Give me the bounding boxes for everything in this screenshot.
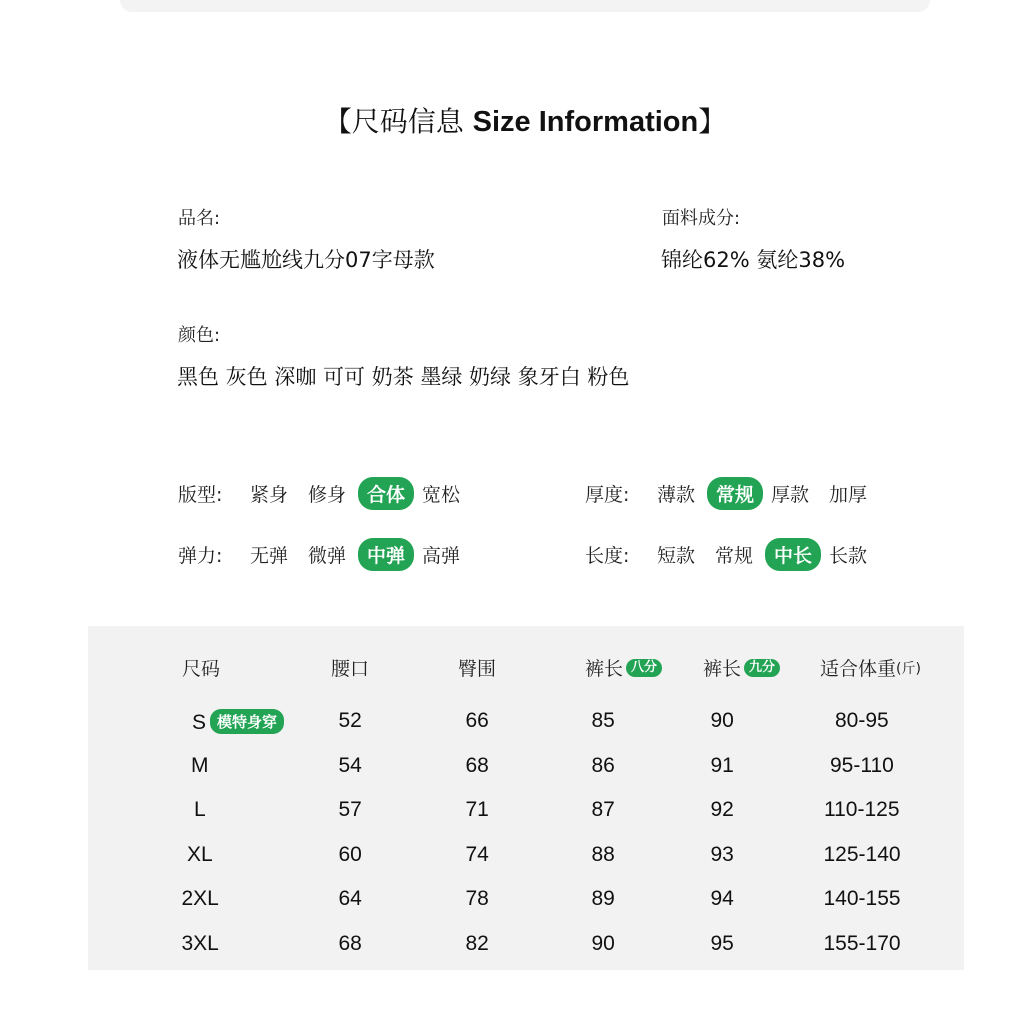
- cell-size: [182, 932, 219, 956]
- header-size: [182, 654, 220, 681]
- cell-waist: [339, 932, 362, 956]
- elasticity-label: 弹力:: [178, 544, 223, 567]
- cell-value: S: [192, 711, 207, 734]
- cell-weight: [824, 798, 900, 822]
- length-option: 长款: [829, 544, 868, 567]
- cell-value: 92: [710, 798, 734, 821]
- color-value: 黑色 灰色 深咖 可可 奶茶 墨绿 奶绿 象牙白 粉色: [177, 365, 630, 389]
- cell-weight: [824, 843, 901, 867]
- cell-value: 64: [338, 887, 362, 910]
- header-length-9: [703, 654, 780, 681]
- color-label: 颜色:: [178, 325, 221, 346]
- cell-value: 110-125: [824, 798, 900, 821]
- cell-waist: [339, 798, 362, 822]
- header-waist-label: 腰口: [331, 658, 370, 680]
- cell-value: 71: [465, 798, 489, 821]
- header-length-9-label: 裤长: [703, 658, 742, 680]
- cell-hip: [466, 887, 489, 911]
- cell-length-8: [592, 709, 615, 733]
- length-option-selected: 中长: [765, 538, 821, 571]
- cell-length-8: [592, 754, 615, 778]
- cell-value: M: [191, 754, 209, 777]
- cell-weight: [835, 709, 889, 733]
- fabric-label: 面料成分:: [662, 208, 741, 229]
- header-waist: [331, 654, 369, 681]
- elasticity-option-selected: 中弹: [358, 538, 414, 571]
- thickness-attribute: [585, 476, 887, 510]
- cell-waist: [339, 754, 362, 778]
- cell-value: 68: [465, 754, 489, 777]
- cell-value: 54: [338, 754, 362, 777]
- top-card-edge: [120, 0, 930, 12]
- cell-length-9: [711, 798, 734, 822]
- cell-length-9: [711, 887, 734, 911]
- cell-size: [194, 798, 206, 822]
- fit-label: 版型:: [178, 483, 223, 506]
- elasticity-option: 高弹: [422, 544, 461, 567]
- cell-value: 2XL: [181, 887, 219, 910]
- cell-value: 68: [338, 932, 362, 955]
- title-close: 】: [698, 105, 727, 138]
- cell-value: L: [194, 798, 206, 821]
- thickness-label: 厚度:: [585, 483, 630, 506]
- header-hip-label: 臀围: [458, 658, 497, 680]
- length-9-tag: 九分: [744, 659, 780, 677]
- cell-size: [182, 887, 219, 911]
- thickness-option: 薄款: [657, 483, 696, 506]
- length-option: 常规: [715, 544, 754, 567]
- model-wearing-badge: 模特身穿: [210, 709, 284, 734]
- cell-value: 125-140: [823, 843, 901, 866]
- header-weight-unit: (斤): [896, 660, 921, 677]
- elasticity-option: 微弹: [308, 544, 347, 567]
- page-title: [0, 100, 1024, 140]
- cell-value: 95: [710, 932, 734, 955]
- product-name-label: 品名:: [178, 208, 221, 229]
- cell-value: 80-95: [835, 709, 889, 732]
- fit-option: 修身: [308, 483, 347, 506]
- cell-value: 87: [591, 798, 615, 821]
- cell-hip: [466, 932, 489, 956]
- cell-length-9: [711, 932, 734, 956]
- cell-hip: [466, 709, 489, 733]
- cell-value: 155-170: [823, 932, 901, 955]
- fit-option: 紧身: [250, 483, 289, 506]
- header-length-8-label: 裤长: [585, 658, 624, 680]
- cell-length-8: [592, 932, 615, 956]
- cell-value: 74: [465, 843, 489, 866]
- thickness-option: 厚款: [771, 483, 810, 506]
- title-en: Size Information: [472, 106, 699, 138]
- fit-attribute: [178, 476, 480, 510]
- fit-option-selected: 合体: [358, 477, 414, 510]
- cell-waist: [339, 887, 362, 911]
- cell-waist: [339, 843, 362, 867]
- cell-value: 94: [710, 887, 734, 910]
- fabric-value: 锦纶62% 氨纶38%: [661, 248, 846, 272]
- length-attribute: [585, 537, 887, 571]
- cell-weight: [824, 887, 901, 911]
- cell-value: 82: [465, 932, 489, 955]
- cell-value: 86: [591, 754, 615, 777]
- cell-value: 88: [591, 843, 615, 866]
- cell-value: 91: [710, 754, 734, 777]
- cell-length-9: [711, 709, 734, 733]
- cell-value: 57: [338, 798, 362, 821]
- cell-value: 78: [465, 887, 489, 910]
- cell-waist: [339, 709, 362, 733]
- elasticity-option: 无弹: [250, 544, 289, 567]
- cell-value: 52: [338, 709, 362, 732]
- thickness-option: 加厚: [829, 483, 868, 506]
- cell-size: [191, 754, 209, 778]
- title-cn: 【尺码信息: [323, 105, 464, 138]
- cell-value: 90: [591, 932, 615, 955]
- header-weight-label: 适合体重: [820, 658, 897, 680]
- product-name-value: 液体无尴尬线九分07字母款: [177, 248, 435, 272]
- cell-size: [187, 843, 213, 867]
- cell-weight: [824, 932, 901, 956]
- header-size-label: 尺码: [182, 658, 221, 680]
- cell-length-9: [711, 754, 734, 778]
- length-8-tag: 八分: [626, 659, 662, 677]
- cell-value: 60: [338, 843, 362, 866]
- elasticity-attribute: [178, 537, 480, 571]
- header-hip: [458, 654, 496, 681]
- cell-weight: [830, 754, 894, 778]
- thickness-option-selected: 常规: [707, 477, 763, 510]
- cell-length-8: [592, 843, 615, 867]
- cell-size: [192, 709, 284, 735]
- cell-length-8: [592, 887, 615, 911]
- header-length-8: [585, 654, 662, 681]
- cell-value: 89: [591, 887, 615, 910]
- cell-length-8: [592, 798, 615, 822]
- cell-length-9: [711, 843, 734, 867]
- cell-hip: [466, 843, 489, 867]
- cell-value: XL: [187, 843, 213, 866]
- fit-option: 宽松: [422, 483, 461, 506]
- cell-value: 85: [591, 709, 615, 732]
- cell-hip: [466, 798, 489, 822]
- header-weight: [820, 654, 921, 681]
- cell-value: 140-155: [823, 887, 901, 910]
- length-option: 短款: [657, 544, 696, 567]
- cell-hip: [466, 754, 489, 778]
- cell-value: 93: [710, 843, 734, 866]
- cell-value: 66: [465, 709, 489, 732]
- length-label: 长度:: [585, 544, 630, 567]
- cell-value: 90: [710, 709, 734, 732]
- cell-value: 95-110: [830, 754, 894, 777]
- cell-value: 3XL: [181, 932, 219, 955]
